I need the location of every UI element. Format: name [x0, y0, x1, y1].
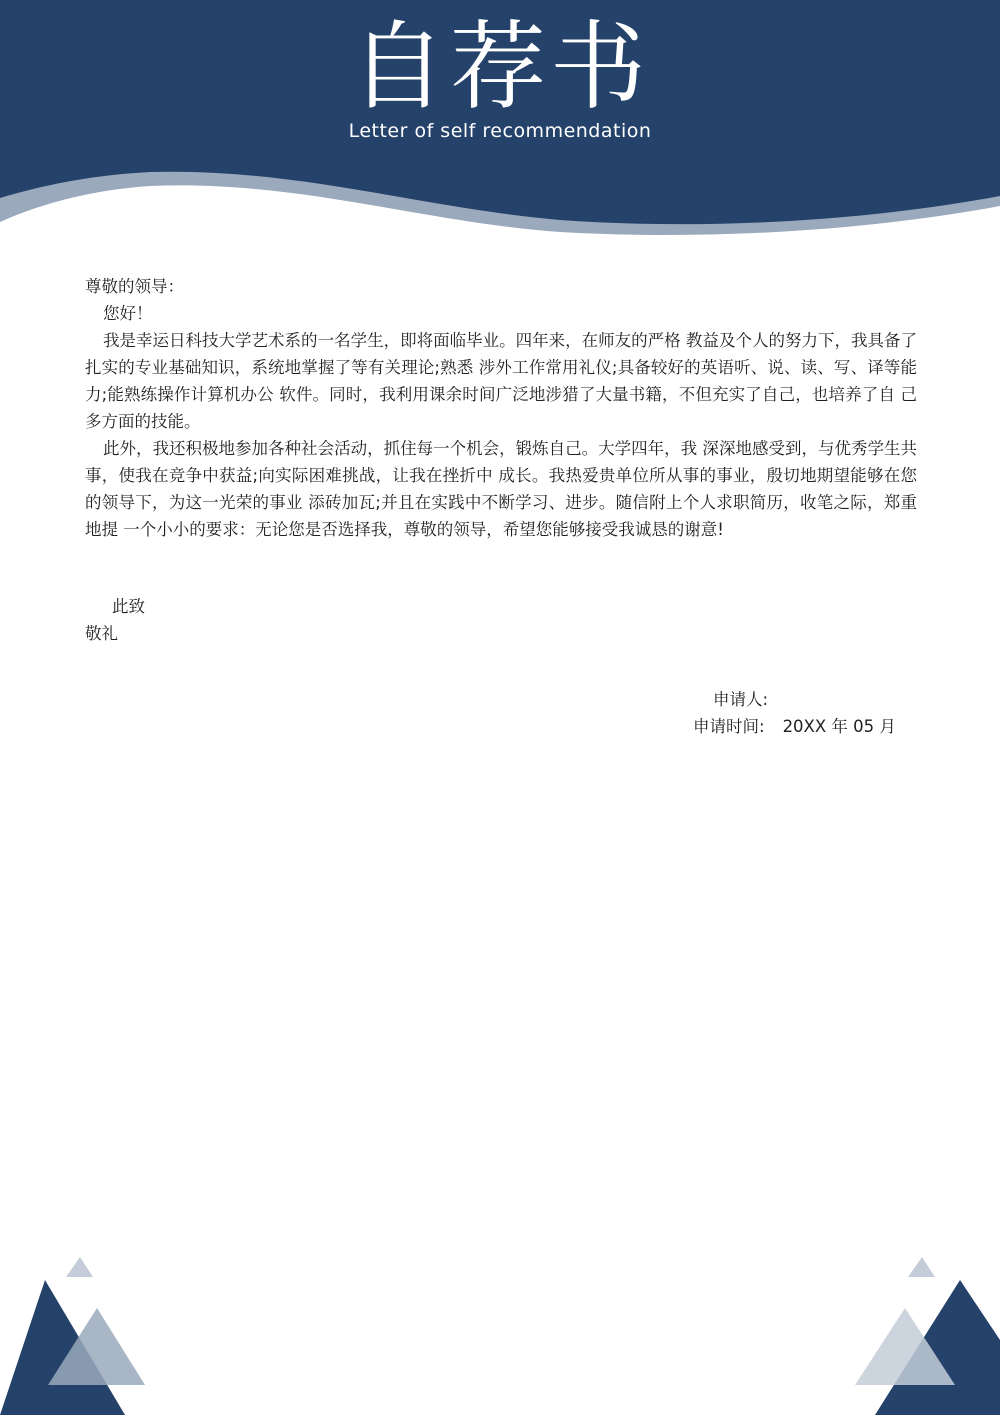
letter-greeting: 您好！ [103, 304, 153, 323]
applicant-row [693, 686, 896, 713]
left-small-triangle [66, 1257, 93, 1277]
letter-body [85, 273, 917, 543]
signature-block [693, 686, 896, 740]
footer-decoration [0, 1240, 1000, 1415]
page-title: 自荐书 [350, 11, 650, 123]
letter-closing-2: 敬礼 [85, 624, 118, 643]
page-subtitle: Letter of self recommendation [348, 120, 652, 142]
letter-paragraph-1: 我是幸运日科技大学艺术系的一名学生，即将面临毕业。四年来，在师友的严格 教益及个人的努力下，我具备了扎实的专业基础知识，系统地掌握了等有关理论;熟悉 涉外工作常用礼仪;具备较好的英语听、说、读、写、译等能力;能熟练操作计算机办公 软件。同时，我利用课余时间广泛地涉猎了大量书籍，不但充实了自己，也培养了自 己多方面的技能。 [85, 331, 917, 431]
footer-triangles [0, 1240, 1000, 1415]
date-label: 申请时间: [693, 717, 765, 736]
applicant-label: 申请人: [713, 690, 769, 709]
right-small-triangle [908, 1257, 935, 1277]
date-row [693, 713, 896, 740]
letter-closing-1: 此致 [112, 597, 145, 616]
letter-salutation: 尊敬的领导： [85, 277, 184, 296]
letter-paragraph-2: 此外，我还积极地参加各种社会活动，抓住每一个机会，锻炼自己。大学四年，我 深深地感受到，与优秀学生共事，使我在竞争中获益;向实际困难挑战，让我在挫折中 成长。我热爱贵单位所从事的事业，殷切地期望能够在您的领导下，为这一光荣的事业 添砖加瓦;并且在实践中不断学习、进步。随信附上个人求职简历，收笔之际，郑重地提 一个小小的要求：无论您是否选择我，尊敬的领导，希望您能够接受我诚恳的谢意! [85, 439, 917, 539]
header-banner [0, 0, 1000, 250]
date-value: 20XX 年 05 月 [782, 717, 896, 736]
